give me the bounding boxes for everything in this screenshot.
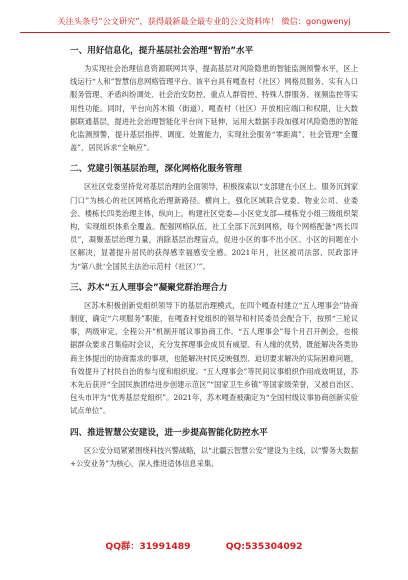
section-paragraph: 为实现社会治理信息资源联网共享，提高基层对风险隐患的智能监测预警水平，区上线运行“人和”智慧信息网格管理平台。该平台具有嘎查村（社区）网格员服务、实有人口服务管理、矛盾纠纷调处、社会治安防控、重点人群管控、特殊人群服务、视频监控等实用性功能。同时，平台向苏木镇（街道）、嘎查村（社区）开放相应端口和权限，让大数据联通基层，提进社会治理智能化平台向下延伸，运用大数据手段加强对风险隐患的智能化监测预警，提升基层指挥、调度、处置能力，实现社会服务“零距离”、社会管理“全覆盖”、居民诉求“全响应”。 — [70, 64, 358, 153]
footer-contact — [0, 538, 408, 552]
footer-qq-group: QQ群：31991489 — [105, 541, 191, 552]
section-4 — [70, 426, 358, 470]
header-rule — [20, 32, 390, 33]
section-2 — [70, 162, 358, 272]
document-body — [70, 44, 358, 478]
section-heading: 四、推进智慧公安建设，进一步提高智能化防控水平 — [70, 427, 268, 438]
section-paragraph: 区社区党委坚持党对基层治理的全面领导，积极探索以“支部建在小区上、服务沉到家门口”为核心的社区网格化治理新路径。横向上，强化区域联合党委、物业公司、业委会、楼栋长四类治理主体，纵向上，构建社区党委—小区党支部—楼栋党小组三级组织架构，实现组织体系全覆盖。配强网格队伍，社工全部下沉到网格，每个网格配备“两长四员”，凝聚基层治理力量，消除基层治理盲点，促进小区的事不出小区、小区的问题在小区解决，显著提升居民的获得感幸福感安全感。2021年月，社区被司法部、民政部评为“第八批‘全国民主法治示范村（社区）’”。 — [70, 182, 358, 271]
section-heading: 二、党建引领基层治理，深化网格化服务管理 — [70, 164, 242, 175]
section-paragraph: 区公安分局紧紧围绕科技兴警战略，以“北疆云智慧公安”建设为主线，以“警务大数据+公安业务”为核心，深入推进适体信息采集、 — [70, 445, 358, 468]
header-banner: 关注头条号“公文研究”，获得最新最全最专业的公文资料库！ 微信：gongwenyj — [57, 16, 351, 26]
section-heading: 一、用好信息化，提升基层社会治理“智治”水平 — [70, 46, 254, 56]
section-3 — [70, 281, 358, 418]
section-paragraph: 区苏木积极创新党组织领导下的基层治理模式，在四个嘎查村建立“五人理事会”协商制度，确定“六项服务”职能，在嘎查村党组织的领导和村民委员会配合下，按照“三轮议事，两级审定、全程公开”机制开展议事协商工作。“五人理事会”每个月召开例会，也根据群众要求召集临时会议，充分发挥理事会成员有威望、有人缘的优势，既能解决各类协商主体提出的协商需求的事项，也能解决村民反映强烈、迫切要求解决的实际困难问题，有效提升了村民自治的参与度和组织度。“五人理事会”等民间议事组织作用成效明显，苏木先后获评“全国民族团结进步创建示范区”“国家卫生乡镇”等国家级荣誉，又被自治区、包头市评为“优秀基层党组织”。2021年，苏木嘎查被确定为“全国村级议事协商创新实验试点单位”。 — [70, 300, 358, 416]
footer-qq: QQ:535304092 — [225, 541, 303, 552]
section-1 — [70, 44, 358, 154]
section-heading: 三、苏木“五人理事会”凝聚党群治理合力 — [70, 282, 228, 293]
